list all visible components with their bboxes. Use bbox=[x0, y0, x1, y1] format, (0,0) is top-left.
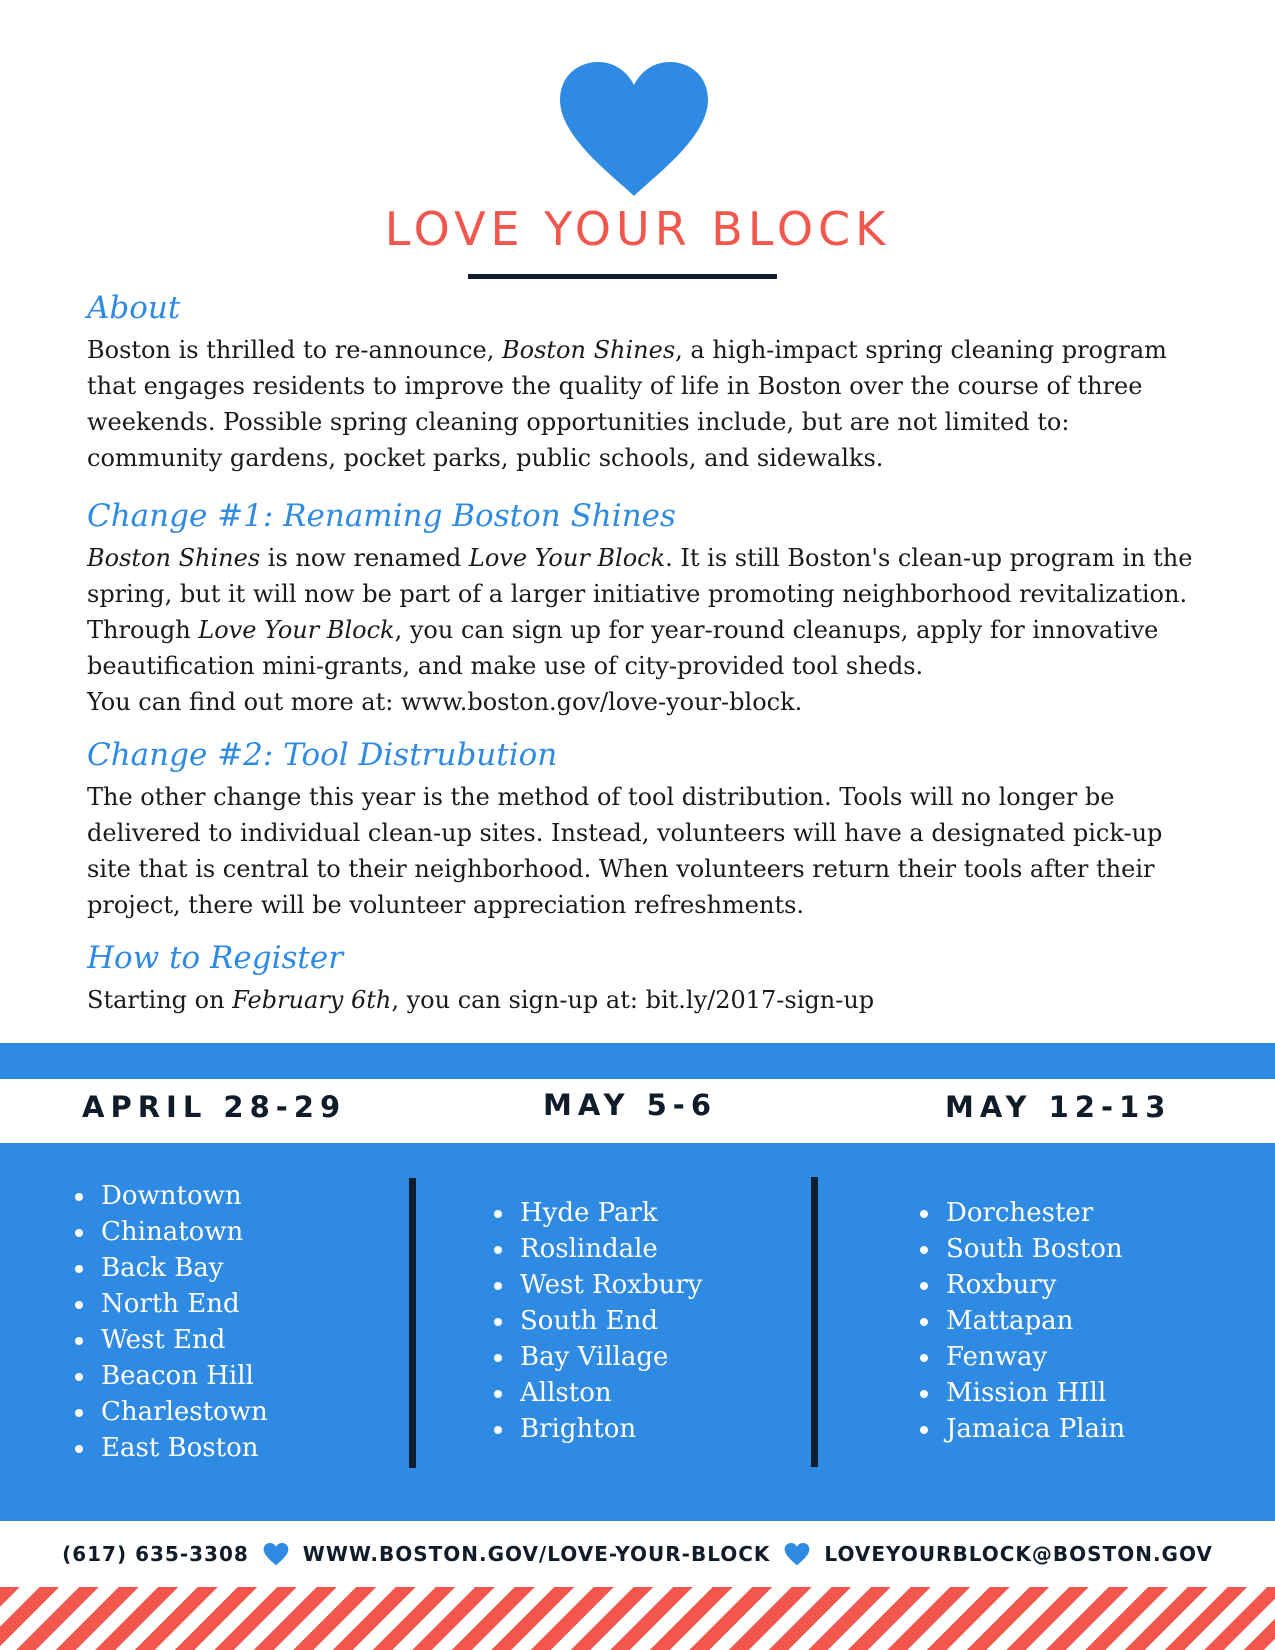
neighborhood-item: Roxbury bbox=[920, 1267, 1125, 1303]
neighborhood-item: West End bbox=[75, 1322, 268, 1358]
heart-logo-icon bbox=[556, 60, 712, 196]
neighborhood-item: Jamaica Plain bbox=[920, 1411, 1125, 1447]
change2-text: The other change this year is the method of tool distribution. Tools will no longer be delivered to individual clean-up sites. Instead, volunteers will have a designated pick-up site that is central to their neighborhood. When volunteers return their tools after their project, there will be volunteer appreciation refreshments. bbox=[87, 783, 1163, 919]
website-link[interactable]: WWW.BOSTON.GOV/LOVE-YOUR-BLOCK bbox=[302, 1542, 771, 1566]
neighborhood-list-week-2 bbox=[494, 1195, 702, 1447]
change1-link-text: You can find out more at: www.boston.gov/love-your-block. bbox=[87, 688, 803, 716]
title-underline bbox=[468, 274, 777, 279]
neighborhood-item: Hyde Park bbox=[494, 1195, 702, 1231]
change1-section bbox=[87, 496, 1207, 720]
column-divider bbox=[409, 1178, 416, 1468]
change1-text: Boston Shines is now renamed Love Your Block. It is still Boston's clean-up program in the spring, but it will now be part of a larger initiative promoting neighborhood revitalization. Through Love Your Block, you can sign up for year-round cleanups, apply for innovative beautification mini-grants, and make use of city-provided tool sheds. bbox=[87, 544, 1193, 680]
neighborhood-item: Dorchester bbox=[920, 1195, 1125, 1231]
change2-section bbox=[87, 735, 1207, 923]
about-section bbox=[87, 288, 1207, 476]
neighborhood-item: Chinatown bbox=[75, 1214, 268, 1250]
change1-heading: Change #1: Renaming Boston Shines bbox=[87, 498, 676, 534]
contact-footer bbox=[0, 1537, 1275, 1571]
neighborhood-item: Bay Village bbox=[494, 1339, 702, 1375]
neighborhood-item: Brighton bbox=[494, 1411, 702, 1447]
neighborhood-item: Roslindale bbox=[494, 1231, 702, 1267]
schedule-top-band bbox=[0, 1043, 1275, 1079]
striped-border bbox=[0, 1587, 1275, 1650]
change2-heading: Change #2: Tool Distrubution bbox=[87, 737, 558, 773]
page-title: LOVE YOUR BLOCK bbox=[384, 202, 891, 256]
neighborhood-item: Charlestown bbox=[75, 1394, 268, 1430]
neighborhood-item: South End bbox=[494, 1303, 702, 1339]
neighborhood-item: Fenway bbox=[920, 1339, 1125, 1375]
date-week-3: MAY 12-13 bbox=[945, 1090, 1172, 1124]
register-text: Starting on February 6th, you can sign-up at: bit.ly/2017-sign-up bbox=[87, 986, 875, 1014]
neighborhood-item: East Boston bbox=[75, 1430, 268, 1466]
neighborhood-item: West Roxbury bbox=[494, 1267, 702, 1303]
phone-number: (617) 635-3308 bbox=[62, 1542, 249, 1566]
register-heading: How to Register bbox=[87, 940, 344, 976]
email-link[interactable]: LOVEYOURBLOCK@BOSTON.GOV bbox=[824, 1542, 1213, 1566]
about-text: Boston is thrilled to re-announce, Boston Shines, a high-impact spring cleaning program that engages residents to improve the quality of life in Boston over the course of three weekends. Possible spring cleaning opportunities include, but are not limited to: community gardens, pocket parks, public schools, and sidewalks. bbox=[87, 336, 1167, 472]
neighborhood-list-week-3 bbox=[920, 1195, 1125, 1447]
column-divider bbox=[811, 1177, 818, 1467]
register-section bbox=[87, 938, 1207, 1018]
date-week-2: MAY 5-6 bbox=[543, 1088, 718, 1122]
neighborhood-item: Mattapan bbox=[920, 1303, 1125, 1339]
neighborhood-item: Allston bbox=[494, 1375, 702, 1411]
neighborhood-item: Back Bay bbox=[75, 1250, 268, 1286]
date-week-1: APRIL 28-29 bbox=[82, 1090, 347, 1124]
heart-icon bbox=[784, 1542, 810, 1566]
about-heading: About bbox=[87, 290, 181, 326]
neighborhood-item: Beacon Hill bbox=[75, 1358, 268, 1394]
neighborhood-item: Downtown bbox=[75, 1178, 268, 1214]
neighborhood-item: Mission HIll bbox=[920, 1375, 1125, 1411]
neighborhood-item: North End bbox=[75, 1286, 268, 1322]
neighborhood-item: South Boston bbox=[920, 1231, 1125, 1267]
heart-icon bbox=[263, 1542, 289, 1566]
neighborhood-list-week-1 bbox=[75, 1178, 268, 1466]
